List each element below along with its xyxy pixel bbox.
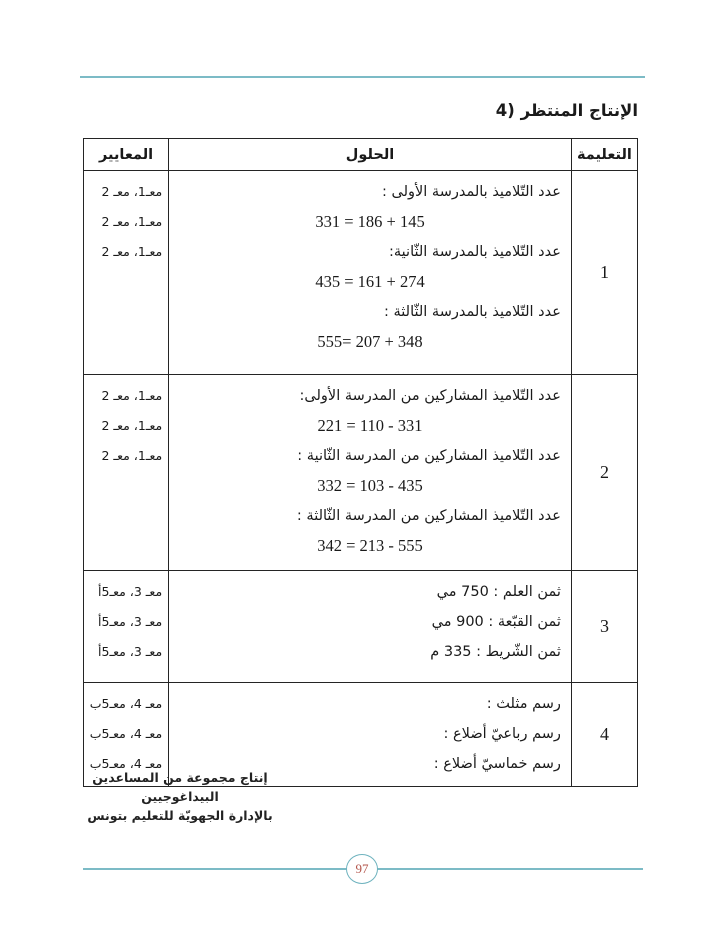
- table-row: [84, 571, 638, 683]
- header-instruction: التعليمة: [571, 139, 637, 171]
- criteria-text: معـ1، معـ 2: [101, 418, 163, 433]
- header-criteria: المعايير: [84, 139, 169, 171]
- solutions-cell: [169, 571, 572, 683]
- solution-equation: 342 = 213 - 555: [317, 536, 423, 555]
- criteria-text: معـ 4، معـ5ب: [89, 696, 163, 711]
- solutions-cell: [169, 375, 572, 571]
- criteria-cell: [84, 375, 169, 571]
- solution-equation: 435 = 161 + 274: [315, 272, 425, 291]
- page-number: 97: [355, 861, 369, 876]
- solution-text: عدد التّلاميذ المشاركين من المدرسة الثّالثة :: [296, 508, 561, 524]
- solution-text: رسم مثلث :: [486, 696, 561, 712]
- criteria-text: معـ1، معـ 2: [101, 214, 163, 229]
- solution-text: ثمن القبّعة : 900 مي: [431, 614, 561, 630]
- instruction-number: 2: [571, 375, 637, 571]
- solution-text: عدد التّلاميذ بالمدرسة الثّالثة :: [384, 304, 561, 320]
- solution-text: عدد التّلاميذ المشاركين من المدرسة الثّانية :: [297, 448, 561, 464]
- criteria-text: معـ1، معـ 2: [101, 388, 163, 403]
- solution-text: رسم رباعيّ أضلاع :: [443, 726, 561, 742]
- instruction-number: 4: [571, 683, 637, 787]
- footer-credit-line2: بالإدارة الجهويّة للتعليم بتونس: [87, 808, 273, 823]
- solution-text: رسم خماسيّ أضلاع :: [433, 756, 561, 772]
- criteria-text: معـ 3، معـ5أ: [98, 614, 163, 629]
- solution-text: عدد التّلاميذ بالمدرسة الثّانية:: [389, 244, 561, 260]
- criteria-text: معـ1، معـ 2: [101, 244, 163, 259]
- solutions-table: [83, 138, 638, 787]
- page-title: 4) الإنتاج المنتظر: [495, 101, 638, 120]
- solution-text: ثمن العلم : 750 مي: [436, 584, 561, 600]
- top-divider: [80, 76, 645, 78]
- table-row: [84, 171, 638, 375]
- solution-equation: 331 = 186 + 145: [315, 212, 425, 231]
- header-solutions: الحلول: [169, 139, 572, 171]
- criteria-cell: [84, 171, 169, 375]
- instruction-number: 1: [571, 171, 637, 375]
- solution-text: ثمن الشّريط : 335 م: [430, 644, 561, 660]
- criteria-text: معـ 3، معـ5أ: [98, 584, 163, 599]
- criteria-text: معـ 3، معـ5أ: [98, 644, 163, 659]
- page-number-badge: [346, 854, 378, 884]
- criteria-text: معـ1، معـ 2: [101, 448, 163, 463]
- solutions-cell: [169, 171, 572, 375]
- solution-equation: 332 = 103 - 435: [317, 476, 423, 495]
- solution-text: عدد التّلاميذ المشاركين من المدرسة الأولى:: [299, 388, 561, 404]
- footer-credit: [70, 768, 290, 825]
- footer-credit-line1: إنتاج مجموعة من المساعدين البيداغوجيين: [92, 770, 268, 804]
- instruction-number: 3: [571, 571, 637, 683]
- solution-equation: 221 = 110 - 331: [317, 416, 423, 435]
- criteria-text: معـ1، معـ 2: [101, 184, 163, 199]
- solution-text: عدد التّلاميذ بالمدرسة الأولى :: [382, 184, 561, 200]
- table-header-row: [84, 139, 638, 171]
- criteria-text: معـ 4، معـ5ب: [89, 726, 163, 741]
- table-row: [84, 375, 638, 571]
- criteria-text: معـ 4، معـ5ب: [89, 756, 163, 771]
- solution-equation: 555= 207 + 348: [317, 332, 423, 351]
- criteria-cell: [84, 571, 169, 683]
